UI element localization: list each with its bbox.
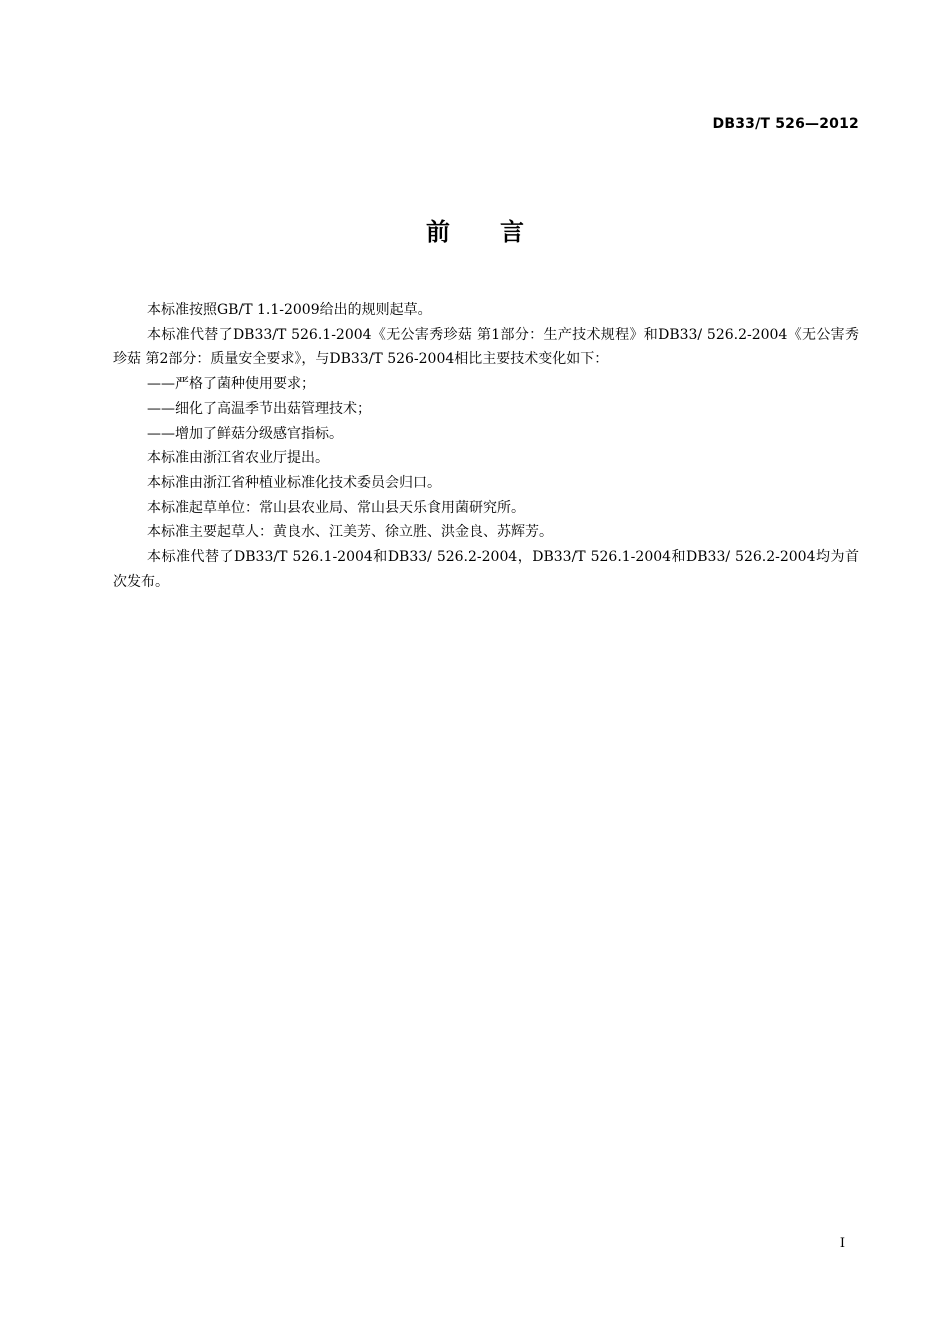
paragraph-history: 本标准代替了DB33/T 526.1-2004和DB33/ 526.2-2004，DB33/T 526.1-2004和DB33/ 526.2-2004均为首次发布。 bbox=[113, 549, 859, 590]
page-number: I bbox=[839, 1236, 845, 1251]
page-title: 前言 bbox=[426, 218, 574, 246]
document-code: DB33/T 526—2012 bbox=[712, 116, 859, 132]
paragraph-replacement: 本标准代替了DB33/T 526.1-2004《无公害秀珍菇 第1部分：生产技术规程》和DB33/ 526.2-2004《无公害秀珍菇 第2部分：质量安全要求》，与DB33/T 526-2004相比主要技术变化如下： bbox=[113, 326, 859, 368]
paragraph-technical-committee: 本标准由浙江省种植业标准化技术委员会归口。 bbox=[147, 474, 441, 491]
change-item-high-temperature: ——细化了高温季节出菇管理技术； bbox=[147, 400, 371, 417]
paragraph-drafting-units: 本标准起草单位：常山县农业局、常山县天乐食用菌研究所。 bbox=[147, 499, 525, 516]
paragraph-proposer: 本标准由浙江省农业厅提出。 bbox=[147, 450, 329, 467]
change-item-strain: ——严格了菌种使用要求； bbox=[147, 376, 315, 393]
change-item-grading: ——增加了鲜菇分级感官指标。 bbox=[147, 425, 343, 442]
paragraph-drafting-rule: 本标准按照GB/T 1.1-2009给出的规则起草。 bbox=[147, 302, 432, 318]
foreword-body bbox=[113, 298, 859, 594]
paragraph-drafters: 本标准主要起草人：黄良水、江美芳、徐立胜、洪金良、苏辉芳。 bbox=[147, 524, 553, 541]
